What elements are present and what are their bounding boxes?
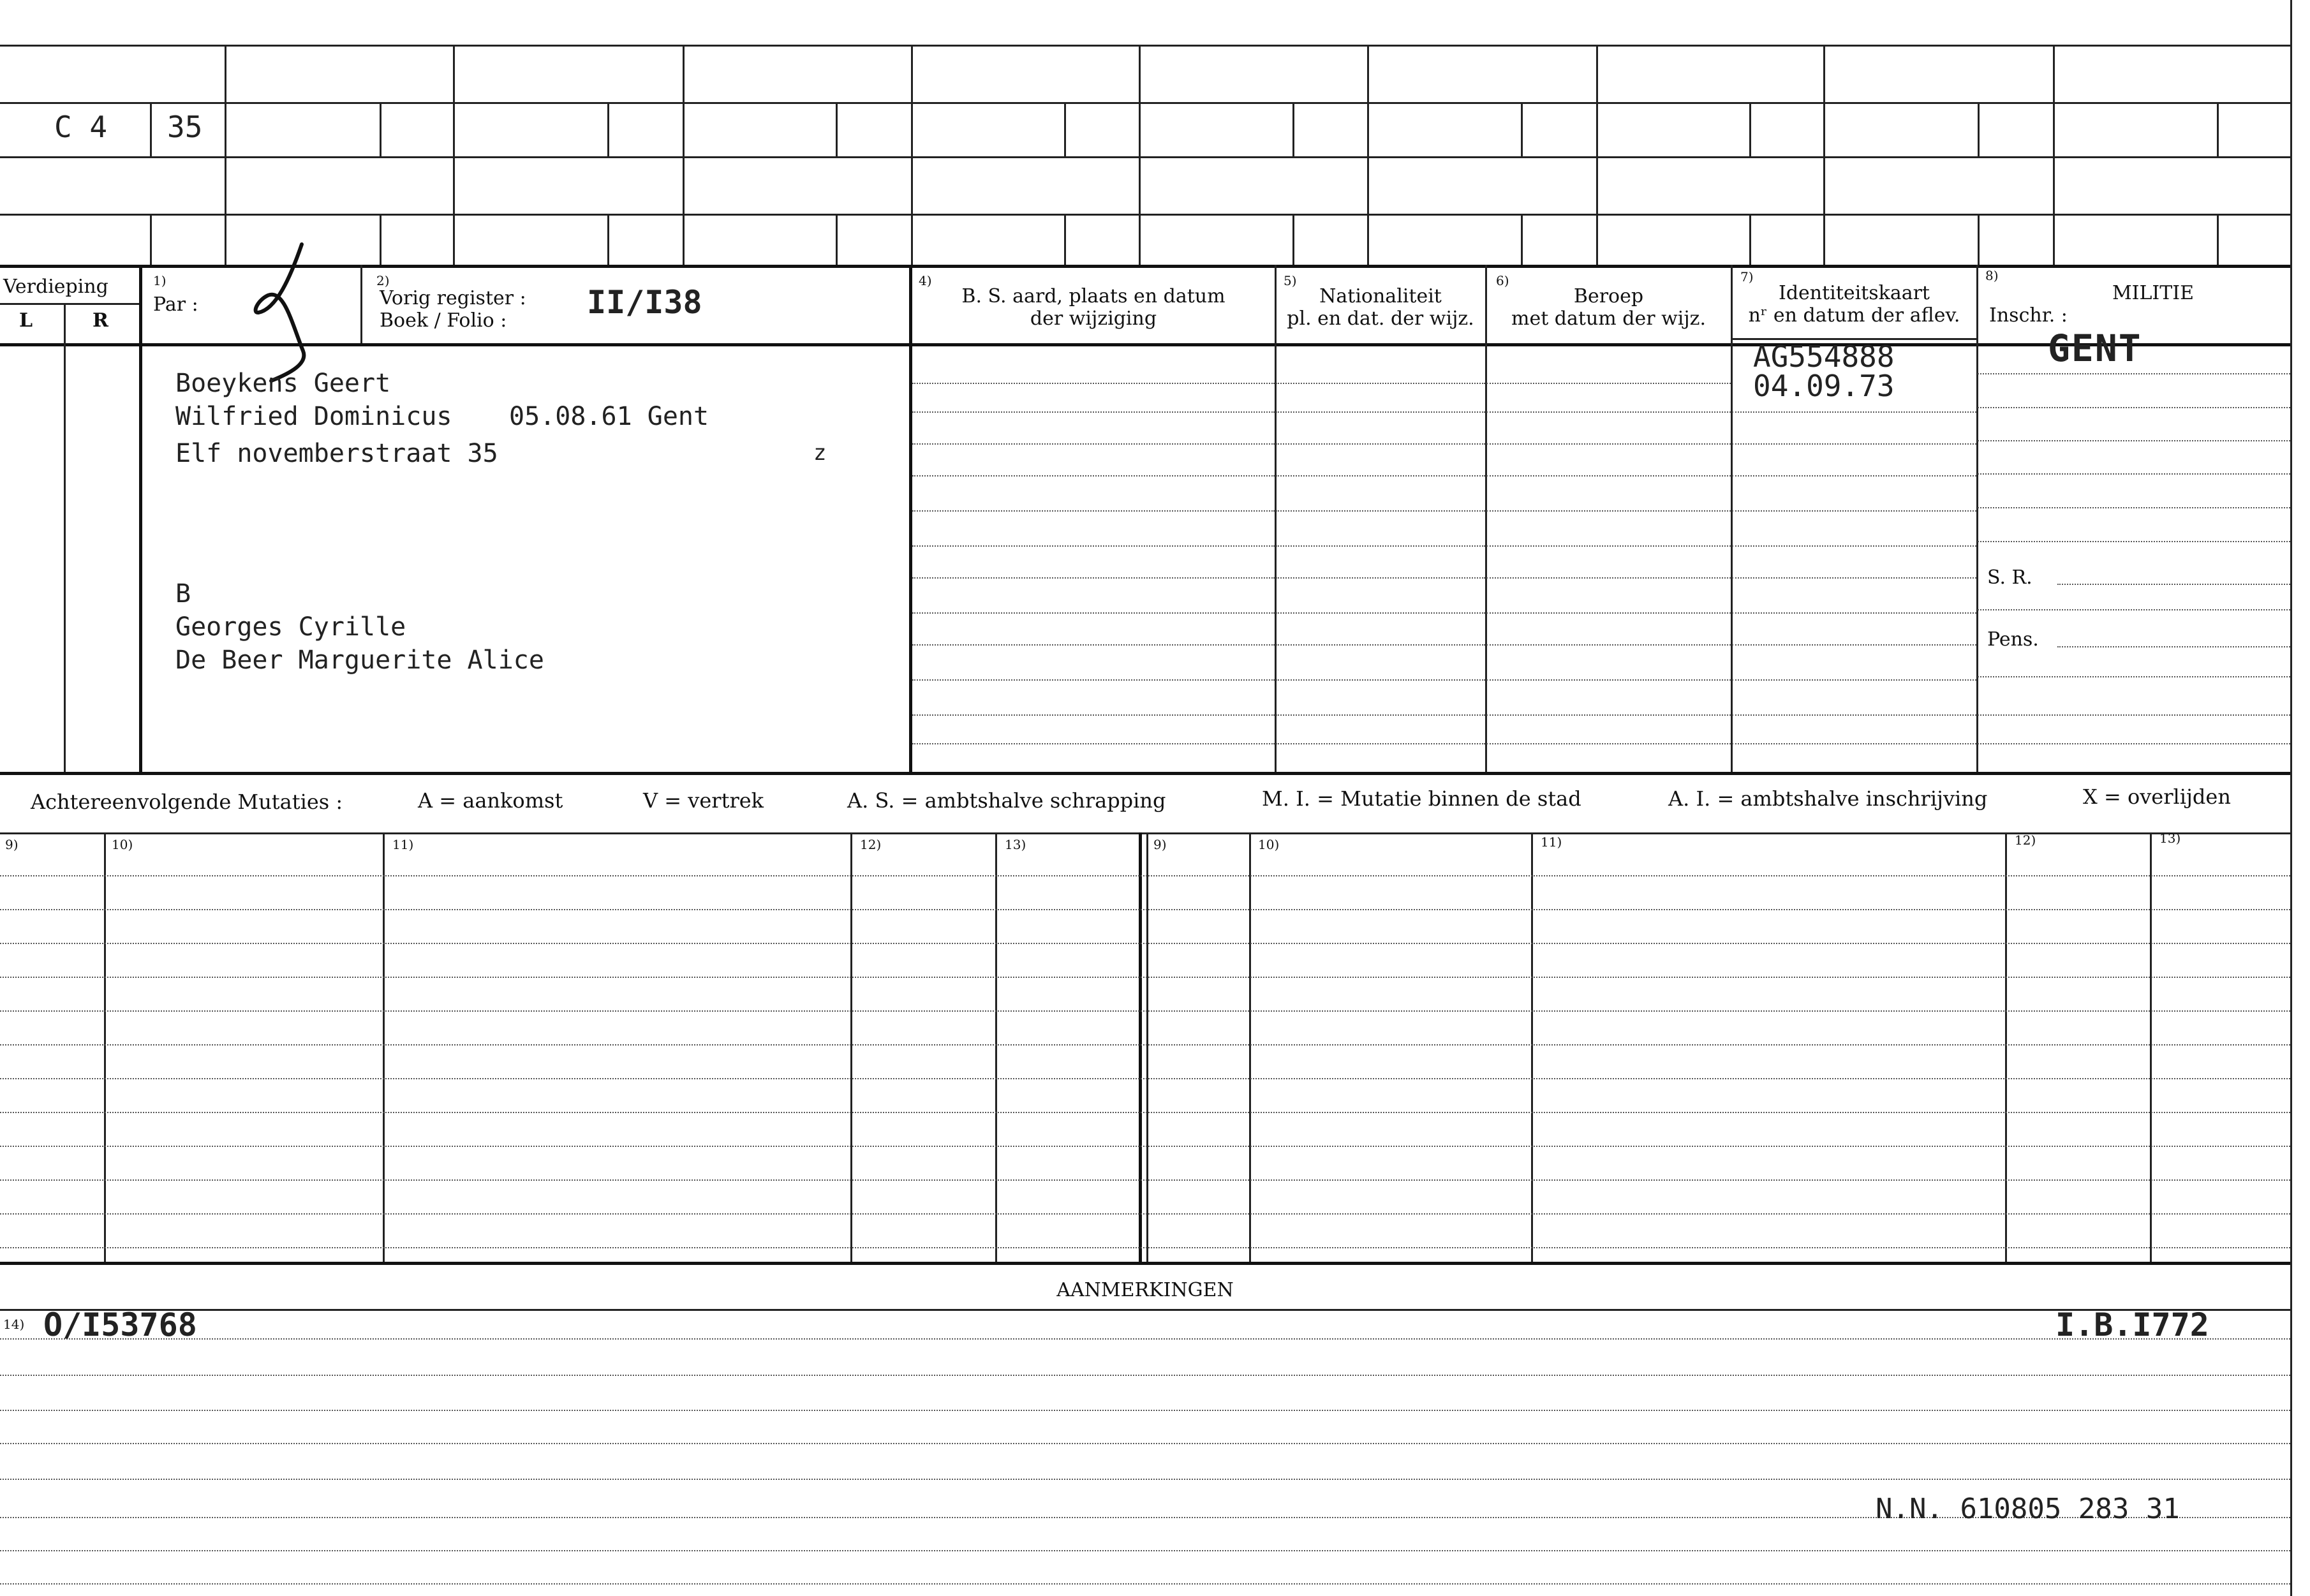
father-name: Georges Cyrille <box>175 612 406 642</box>
remarks-ref-right: I.B.I772 <box>2055 1306 2209 1343</box>
col5-number: 5) <box>1284 273 1297 288</box>
col-l-label: L <box>19 309 33 332</box>
national-number: N.N. 610805 283 31 <box>1876 1493 2180 1525</box>
inschr-value: GENT <box>2048 327 2142 370</box>
legend-aankomst: A = aankomst <box>418 788 563 813</box>
col6-number: 6) <box>1496 273 1509 288</box>
vorig-number: 2) <box>376 273 390 288</box>
col7-number: 7) <box>1740 269 1754 284</box>
col5-line1: Nationaliteit <box>1319 285 1442 307</box>
person-line-birth: 05.08.61 Gent <box>509 402 709 431</box>
col7-line1: Identiteitskaart <box>1779 282 1930 304</box>
legend-title: Achtereenvolgende Mutaties : <box>31 790 343 814</box>
mut-col-12a: 12) <box>860 837 882 852</box>
person-line-surname: Boeykens Geert <box>175 369 391 398</box>
col4-line2: der wijziging <box>1030 307 1157 330</box>
remarks-number: 14) <box>3 1317 25 1332</box>
remarks-ref-left: O/I53768 <box>43 1306 197 1343</box>
col7-line2: nʳ en datum der aflev. <box>1748 304 1960 327</box>
col6-line1: Beroep <box>1573 285 1644 307</box>
par-number: 1) <box>153 273 167 288</box>
col6-line2: met datum der wijz. <box>1511 307 1706 330</box>
code-number: 35 <box>167 110 203 144</box>
vorig-register-label: Vorig register : <box>380 287 526 309</box>
vorig-register-value: II/I38 <box>587 284 702 321</box>
col5-line2: pl. en dat. der wijz. <box>1287 307 1474 330</box>
mut-col-9b: 9) <box>1153 837 1167 852</box>
code-letter: C 4 <box>54 110 108 144</box>
mut-col-13a: 13) <box>1005 837 1026 852</box>
mut-col-10a: 10) <box>112 837 133 852</box>
remarks-title: AANMERKINGEN <box>1056 1279 1234 1301</box>
person-line-address: Elf novemberstraat 35 <box>175 439 498 468</box>
mut-col-11b: 11) <box>1541 834 1562 850</box>
parent-marker: B <box>175 579 191 609</box>
boek-folio-label: Boek / Folio : <box>380 309 507 332</box>
person-marker: z <box>813 440 827 466</box>
col4-number: 4) <box>919 273 932 288</box>
verdieping-label: Verdieping <box>3 276 108 298</box>
mut-col-13b: 13) <box>2159 831 2181 846</box>
col8-number: 8) <box>1985 268 1999 283</box>
identity-date: 04.09.73 <box>1753 369 1895 403</box>
mut-col-9a: 9) <box>5 837 19 852</box>
pens-label: Pens. <box>1987 628 2039 651</box>
mut-col-11a: 11) <box>392 837 414 852</box>
legend-vertrek: V = vertrek <box>643 788 764 813</box>
sr-label: S. R. <box>1987 566 2032 589</box>
signature-mark <box>246 239 322 386</box>
legend-schrapping: A. S. = ambtshalve schrapping <box>847 788 1166 813</box>
mother-name: De Beer Marguerite Alice <box>175 646 544 675</box>
legend-inschrijving: A. I. = ambtshalve inschrijving <box>1668 787 1988 811</box>
legend-mutatie: M. I. = Mutatie binnen de stad <box>1262 787 1581 811</box>
identity-number: AG554888 <box>1753 339 1895 374</box>
militie-title: MILITIE <box>2112 282 2195 304</box>
par-label: Par : <box>153 293 198 316</box>
inschr-label: Inschr. : <box>1989 304 2068 327</box>
mut-col-12b: 12) <box>2015 832 2036 848</box>
col4-line1: B. S. aard, plaats en datum <box>961 285 1225 307</box>
person-line-given-names: Wilfried Dominicus <box>175 402 452 431</box>
legend-overlijden: X = overlijden <box>2083 785 2231 809</box>
col-r-label: R <box>93 309 108 332</box>
mut-col-10b: 10) <box>1258 837 1280 852</box>
